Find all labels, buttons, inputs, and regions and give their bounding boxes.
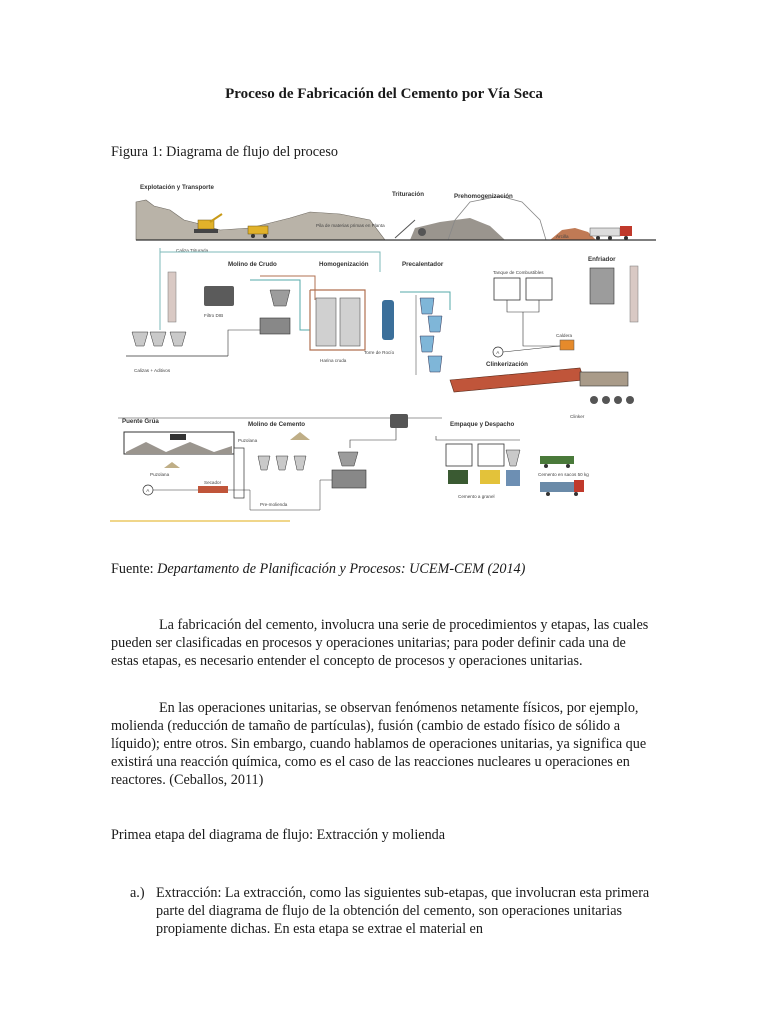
source-label: Fuente:	[111, 561, 158, 577]
label-secador: Secador	[204, 480, 222, 485]
label-clinkerizacion: Clinkerización	[486, 361, 528, 368]
label-puente-grua: Puente Grúa	[122, 418, 159, 425]
list-item-a	[130, 884, 650, 938]
label-cemento-granel: Cemento a granel	[458, 494, 495, 499]
label-tanque-combustibles: Tanque de Combustibles	[493, 270, 544, 275]
label-cemento-sacos: Cemento en sacos 50 kg	[538, 472, 589, 477]
filter-icon	[204, 286, 234, 306]
label-puzolana-bottom: Puzolana	[150, 472, 170, 477]
list-item-a-text: Extracción: La extracción, como las siguientes sub-etapas, que involucran esta primera parte del diagrama de flujo de la obtención del cemento, son operaciones unitarias propiamente dichas. En esta etapa se extrae el material en	[156, 885, 650, 937]
label-empaque: Empaque y Despacho	[450, 421, 515, 428]
semi-truck-icon	[590, 226, 632, 240]
excavator-icon	[194, 214, 222, 233]
label-molino-crudo: Molino de Crudo	[228, 261, 277, 268]
label-marker-a-bottom: A	[146, 488, 150, 493]
grate-cooler-icon	[580, 372, 628, 386]
stage-heading: Primea etapa del diagrama de flujo: Extracción y molienda	[111, 827, 446, 843]
paragraph-1: La fabricación del cemento, involucra una serie de procedimientos y etapas, las cuales pueden ser clasificadas en procesos y operaciones unitarias; para poder definir cada una de estas etapas, es necesario entender el concepto de procesos y operaciones unitarias.	[111, 617, 649, 669]
process-flow-diagram	[110, 180, 658, 525]
figure-source	[111, 560, 525, 578]
spray-tower-icon	[382, 300, 394, 340]
label-precalentador: Precalentador	[402, 261, 444, 268]
label-pre-molienda: Pre-molienda	[260, 502, 288, 507]
cement-silo-2	[478, 444, 504, 466]
label-arcilla: Arcilla	[556, 234, 569, 239]
label-enfriador: Enfriador	[588, 256, 616, 263]
label-puzolana-top: Puzolana	[238, 438, 258, 443]
fuel-tank-1	[494, 278, 520, 300]
figure-caption: Figura 1: Diagrama de flujo del proceso	[111, 144, 338, 160]
source-citation: Departamento de Planificación y Procesos: UCEM-CEM (2014)	[157, 561, 526, 577]
homogenization-silo-1	[316, 298, 336, 346]
list-marker-a: a.)	[130, 885, 145, 901]
dryer-icon	[198, 486, 228, 493]
homogenization-silo-2	[340, 298, 360, 346]
label-pila: Pila de materias primas en Planta	[316, 223, 385, 228]
label-filtro: Filtro DIB	[204, 313, 224, 318]
label-molino-cemento: Molino de Cemento	[248, 421, 306, 428]
label-explotacion: Explotación y Transporte	[140, 184, 214, 191]
additive-hoppers	[126, 330, 260, 356]
label-homogenizacion: Homogenización	[319, 261, 369, 268]
preheater-tower	[416, 295, 442, 375]
raw-mill-icon	[260, 318, 290, 334]
boiler-icon	[560, 340, 574, 350]
cement-hoppers	[258, 456, 306, 470]
paragraph-2: En las operaciones unitarias, se observan fenómenos netamente físicos, por ejemplo, molienda (reducción de tamaño de partículas), fusión (cambio de estado físico de sólido a líquido); entre otros. Sin embargo, cuando hablamos de operaciones unitarias, ya significa que existirá una reacción química, como es el caso de las reacciones nucleares u operaciones en reactores. (Ceballos, 2011)	[111, 700, 647, 788]
chimney-icon	[168, 272, 176, 322]
label-caldera: Caldera	[556, 333, 573, 338]
fuel-tank-2	[526, 278, 552, 300]
label-trituracion: Trituración	[392, 191, 424, 198]
label-torre-rocio: Torre de Rocío	[364, 350, 395, 355]
cement-silo-1	[446, 444, 472, 466]
label-caliza-triturada: Caliza Triturada	[176, 248, 209, 253]
cement-mill-icon	[332, 470, 366, 488]
chimney-right-icon	[630, 266, 638, 322]
rotary-kiln-icon	[450, 368, 584, 392]
label-prehomogenizacion: Prehomogenización	[454, 193, 513, 200]
label-calizas-aditivos: Calizas + Aditivos	[134, 368, 171, 373]
label-clinker: Clinker	[570, 414, 585, 419]
label-marker-a-middle: A	[496, 350, 500, 355]
cooler-stack-icon	[590, 268, 614, 304]
label-harina-cruda: Harina cruda	[320, 358, 347, 363]
document-title: Proceso de Fabricación del Cemento por Vía Seca	[225, 86, 543, 102]
